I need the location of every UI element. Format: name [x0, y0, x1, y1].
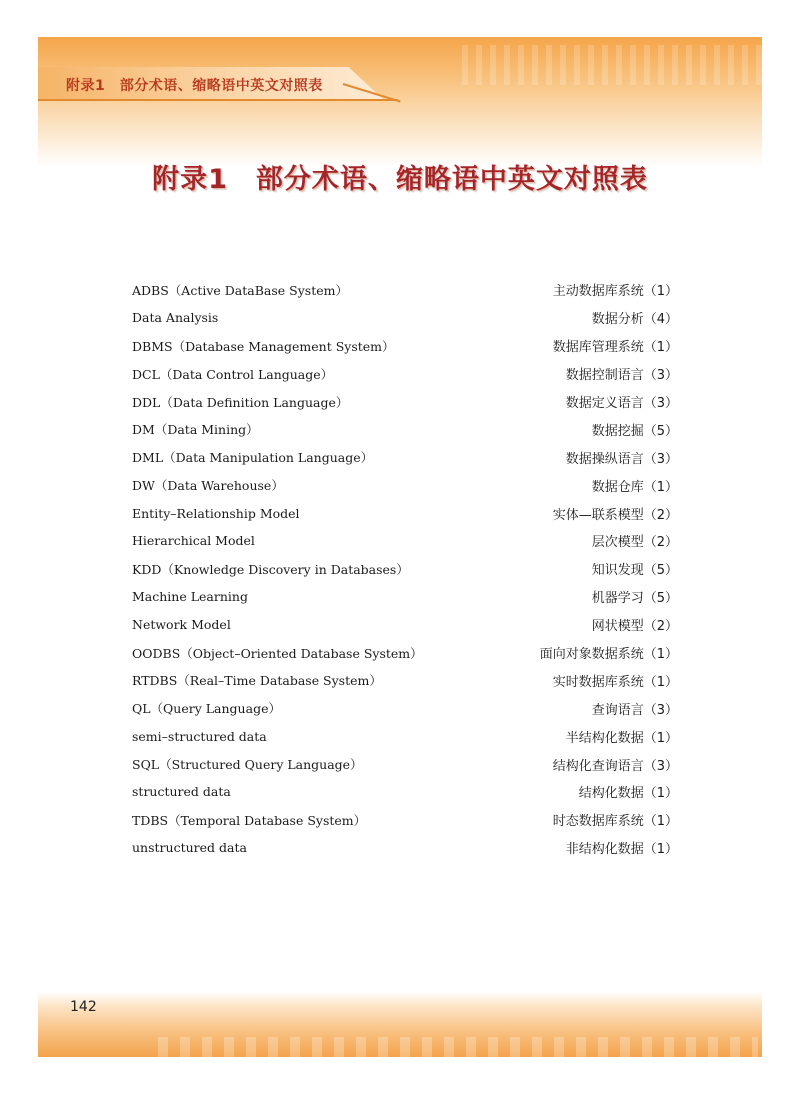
term-chinese: 时态数据库系统（1）: [552, 814, 678, 830]
term-chinese: 数据库管理系统（1）: [552, 340, 678, 356]
list-item: [132, 722, 678, 750]
list-item: [132, 806, 678, 834]
term-chinese: 数据分析（4）: [591, 312, 678, 328]
list-item: [132, 388, 678, 416]
list-item: [132, 555, 678, 583]
header-decoration: [462, 45, 762, 85]
list-item: [132, 639, 678, 667]
term-english: DW（Data Warehouse）: [132, 478, 284, 494]
term-english: KDD（Knowledge Discovery in Databases）: [132, 561, 409, 577]
term-chinese: 主动数据库系统（1）: [552, 284, 678, 300]
term-english: QL（Query Language）: [132, 701, 281, 717]
list-item: [132, 778, 678, 806]
term-english: ADBS（Active DataBase System）: [132, 282, 348, 298]
page-title: 附录1 部分术语、缩略语中英文对照表: [152, 164, 648, 195]
term-english: DDL（Data Definition Language）: [132, 394, 349, 410]
term-english: DCL（Data Control Language）: [132, 366, 334, 382]
term-chinese: 半结构化数据（1）: [565, 730, 678, 746]
term-chinese: 非结构化数据（1）: [565, 842, 678, 858]
term-chinese: 机器学习（5）: [591, 591, 678, 607]
list-item: [132, 332, 678, 360]
term-english: semi–structured data: [132, 728, 267, 744]
term-chinese: 数据操纵语言（3）: [565, 451, 678, 467]
term-chinese: 查询语言（3）: [591, 702, 678, 718]
header-rule: [38, 99, 398, 101]
list-item: [132, 527, 678, 555]
list-item: [132, 471, 678, 499]
glossary-list: [132, 276, 678, 862]
list-item: [132, 415, 678, 443]
list-item: [132, 276, 678, 304]
list-item: [132, 304, 678, 332]
term-english: TDBS（Temporal Database System）: [132, 812, 367, 828]
list-item: [132, 360, 678, 388]
list-item: [132, 694, 678, 722]
term-english: Network Model: [132, 617, 231, 633]
term-english: DML（Data Manipulation Language）: [132, 450, 374, 466]
term-chinese: 实时数据库系统（1）: [552, 674, 678, 690]
term-english: DM（Data Mining）: [132, 422, 259, 438]
term-chinese: 结构化查询语言（3）: [552, 758, 678, 774]
term-english: unstructured data: [132, 840, 247, 856]
list-item: [132, 666, 678, 694]
term-english: Data Analysis: [132, 310, 219, 326]
term-english: Hierarchical Model: [132, 533, 255, 549]
list-item: [132, 443, 678, 471]
term-chinese: 数据定义语言（3）: [565, 396, 678, 411]
page-number: 142: [70, 999, 97, 1015]
term-english: DBMS（Database Management System）: [132, 338, 395, 354]
term-chinese: 实体—联系模型（2）: [552, 507, 678, 523]
term-chinese: 层次模型（2）: [591, 535, 678, 551]
footer-decoration: [158, 1037, 758, 1057]
term-english: Entity–Relationship Model: [132, 505, 300, 521]
list-item: [132, 750, 678, 778]
term-english: structured data: [132, 784, 231, 800]
term-chinese: 知识发现（5）: [591, 563, 678, 579]
running-header: 附录1 部分术语、缩略语中英文对照表: [66, 78, 323, 94]
term-chinese: 数据控制语言（3）: [565, 368, 678, 384]
list-item: [132, 611, 678, 639]
term-chinese: 数据仓库（1）: [591, 479, 678, 495]
list-item: [132, 834, 678, 862]
term-english: OODBS（Object–Oriented Database System）: [132, 645, 423, 661]
term-chinese: 面向对象数据系统（1）: [539, 647, 678, 663]
book-page: [38, 37, 762, 1057]
term-english: SQL（Structured Query Language）: [132, 757, 363, 773]
term-english: Machine Learning: [132, 589, 248, 605]
list-item: [132, 583, 678, 611]
term-chinese: 网状模型（2）: [591, 619, 678, 635]
term-chinese: 结构化数据（1）: [578, 786, 678, 802]
list-item: [132, 499, 678, 527]
term-chinese: 数据挖掘（5）: [591, 423, 678, 439]
term-english: RTDBS（Real–Time Database System）: [132, 673, 382, 689]
